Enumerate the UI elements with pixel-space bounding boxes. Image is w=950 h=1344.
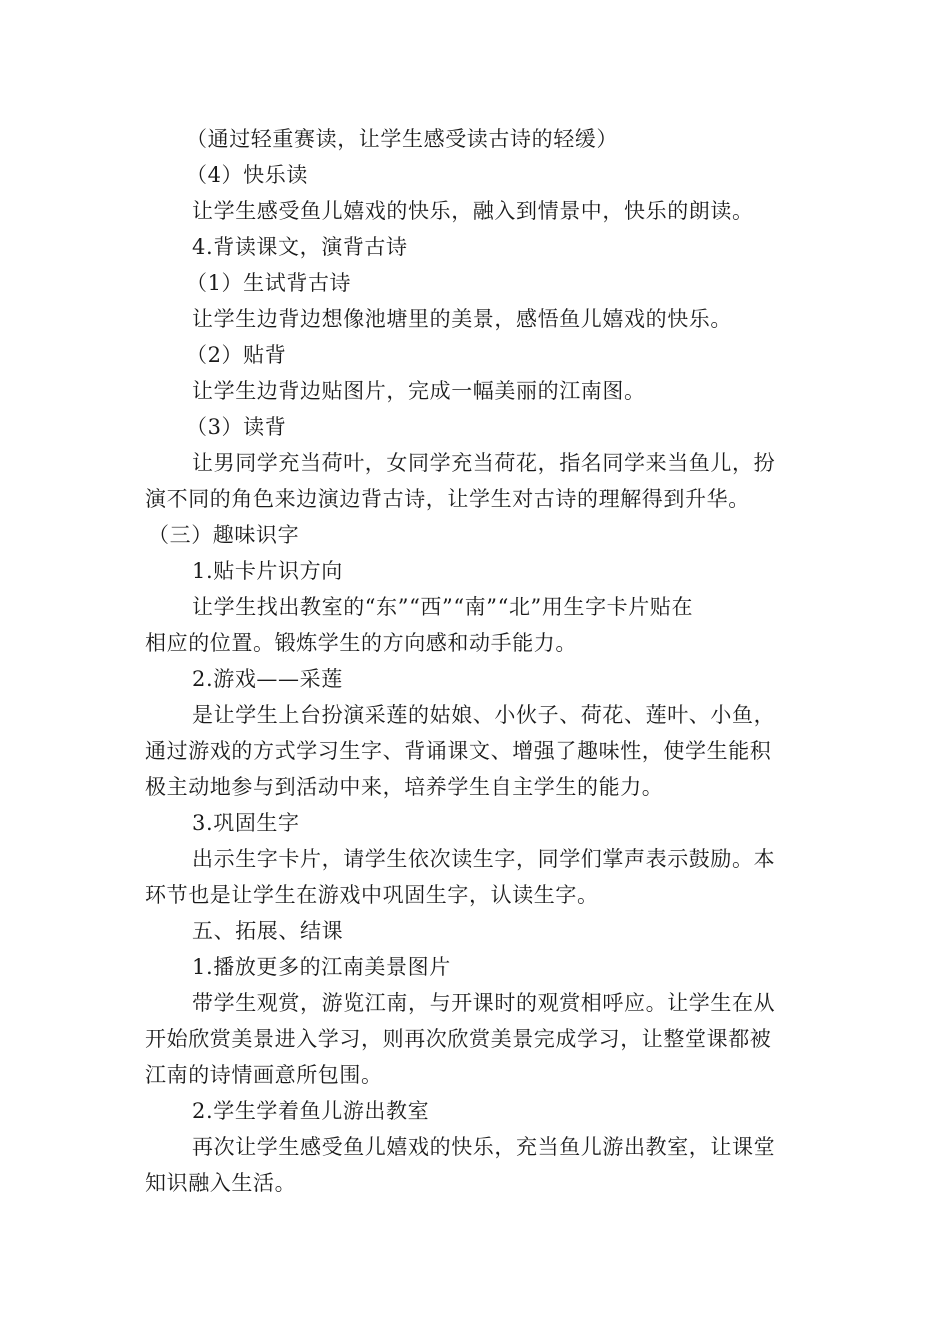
subheading-line: （4）快乐读 — [186, 163, 308, 187]
subheading-line: （1）生试背古诗 — [186, 271, 352, 295]
subheading-line: （3）读背 — [186, 415, 287, 439]
paragraph-line: 演不同的角色来边演边背古诗，让学生对古诗的理解得到升华。 — [145, 487, 750, 511]
paragraph-line: 开始欣赏美景进入学习，则再次欣赏美景完成学习，让整堂课都被 — [145, 1027, 772, 1051]
paragraph-line: 是让学生上台扮演采莲的姑娘、小伙子、荷花、莲叶、小鱼， — [192, 703, 776, 727]
paragraph-line: 江南的诗情画意所包围。 — [145, 1063, 383, 1087]
paragraph-line: （通过轻重赛读，让学生感受读古诗的轻缓） — [186, 127, 618, 151]
paragraph-line: 带学生观赏，游览江南，与开课时的观赏相呼应。让学生在从 — [192, 991, 776, 1015]
subheading-line: （2）贴背 — [186, 343, 287, 367]
paragraph-line: 让学生感受鱼儿嬉戏的快乐，融入到情景中，快乐的朗读。 — [192, 199, 754, 223]
paragraph-line: 环节也是让学生在游戏中巩固生字，认读生字。 — [145, 883, 599, 907]
paragraph-line: 让学生边背边贴图片，完成一幅美丽的江南图。 — [192, 379, 646, 403]
subheading-line: 2.学生学着鱼儿游出教室 — [192, 1099, 430, 1123]
section-heading: 五、拓展、结课 — [192, 919, 344, 943]
paragraph-line: 知识融入生活。 — [145, 1171, 297, 1195]
paragraph-line: 让男同学充当荷叶，女同学充当荷花，指名同学来当鱼儿，扮 — [192, 451, 776, 475]
paragraph-line: 让学生找出教室的“东”“西”“南”“北”用生字卡片贴在 — [192, 595, 694, 619]
section-heading: （三）趣味识字 — [148, 523, 300, 547]
paragraph-line: 通过游戏的方式学习生字、背诵课文、增强了趣味性，使学生能积 — [145, 739, 772, 763]
paragraph-line: 极主动地参与到活动中来，培养学生自主学生的能力。 — [145, 775, 664, 799]
subheading-line: 2.游戏——采莲 — [192, 667, 343, 691]
paragraph-line: 出示生字卡片，请学生依次读生字，同学们掌声表示鼓励。本 — [192, 847, 776, 871]
subheading-line: 3.巩固生字 — [192, 811, 300, 835]
paragraph-line: 再次让学生感受鱼儿嬉戏的快乐，充当鱼儿游出教室，让课堂 — [192, 1135, 776, 1159]
subheading-line: 1.贴卡片识方向 — [192, 559, 343, 583]
subheading-line: 4.背读课文，演背古诗 — [192, 235, 408, 259]
paragraph-line: 让学生边背边想像池塘里的美景，感悟鱼儿嬉戏的快乐。 — [192, 307, 732, 331]
subheading-line: 1.播放更多的江南美景图片 — [192, 955, 451, 979]
paragraph-line: 相应的位置。锻炼学生的方向感和动手能力。 — [145, 631, 577, 655]
